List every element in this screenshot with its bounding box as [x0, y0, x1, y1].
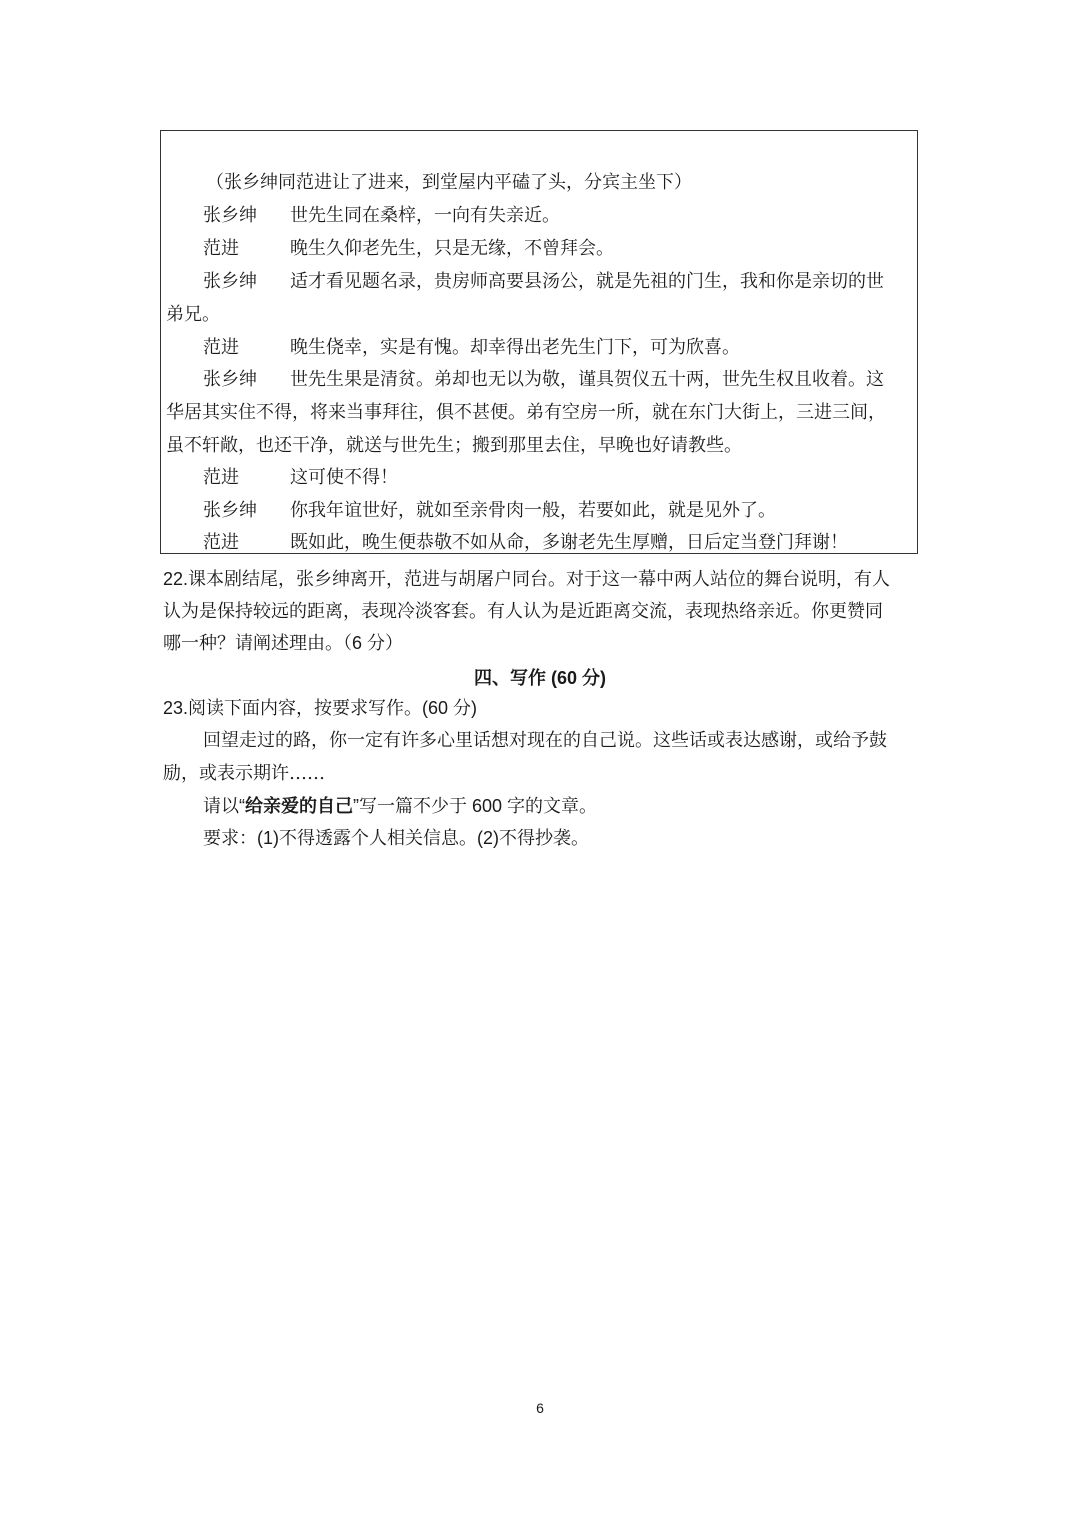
- speech-text: 适才看见题名录，贵房师高要县汤公，就是先祖的门生，我和你是亲切的世: [290, 271, 884, 292]
- question-23-paragraph: 回望走过的路，你一定有许多心里话想对现在的自己说。这些话或表达感谢，或给予鼓: [203, 730, 887, 751]
- question-22-line: 认为是保持较远的距离，表现冷淡客套。有人认为是近距离交流，表现热络亲近。你更赞同: [163, 601, 883, 621]
- speaker-label: 张乡绅: [203, 205, 257, 226]
- speaker-label: 张乡绅: [203, 369, 257, 390]
- question-23-paragraph: 励，或表示期许……: [163, 763, 325, 784]
- speaker-label: 范进: [203, 532, 239, 553]
- question-22-line: 22.课本剧结尾，张乡绅离开，范进与胡屠户同台。对于这一幕中两人站位的舞台说明，有人: [163, 569, 891, 589]
- speech-text: 晚生久仰老先生，只是无缘，不曾拜会。: [290, 238, 614, 259]
- writing-prompt: [203, 795, 597, 817]
- speech-continuation: 弟兄。: [166, 304, 220, 325]
- speech-text: 世先生同在桑梓，一向有失亲近。: [290, 205, 560, 226]
- writing-requirements: 要求：(1)不得透露个人相关信息。(2)不得抄袭。: [203, 828, 589, 848]
- speaker-label: 张乡绅: [203, 500, 257, 521]
- stage-direction: （张乡绅同范进让了进来，到堂屋内平磕了头，分宾主坐下）: [206, 172, 692, 193]
- speech-continuation: 虽不轩敞，也还干净，就送与世先生；搬到那里去住，早晚也好请教些。: [166, 435, 742, 456]
- page-number: 6: [536, 1400, 544, 1416]
- speaker-label: 范进: [203, 337, 239, 358]
- speech-text: 既如此，晚生便恭敬不如从命，多谢老先生厚赠，日后定当登门拜谢！: [290, 532, 848, 553]
- speech-continuation: 华居其实住不得，将来当事拜往，俱不甚便。弟有空房一所，就在东门大街上，三进三间，: [166, 402, 886, 423]
- question-22-line: 哪一种？请阐述理由。（6 分）: [163, 633, 404, 653]
- speaker-label: 范进: [203, 467, 239, 488]
- section-title: 四、写作 (60 分): [473, 668, 606, 688]
- question-23-heading: 23.阅读下面内容，按要求写作。(60 分): [163, 698, 478, 718]
- speech-text: 世先生果是清贫。弟却也无以为敬，谨具贺仪五十两，世先生权且收着。这: [290, 369, 884, 390]
- speaker-label: 范进: [203, 238, 239, 259]
- speaker-label: 张乡绅: [203, 271, 257, 292]
- speech-text: 这可使不得！: [290, 467, 398, 488]
- speech-text: 晚生侥幸，实是有愧。却幸得出老先生门下，可为欣喜。: [290, 337, 740, 358]
- essay-title: 给亲爱的自己: [245, 796, 353, 816]
- writing-prompt-prefix: 请以“: [203, 796, 245, 816]
- speech-text: 你我年谊世好，就如至亲骨肉一般，若要如此，就是见外了。: [290, 500, 776, 521]
- writing-prompt-suffix: ”写一篇不少于 600 字的文章。: [353, 796, 598, 816]
